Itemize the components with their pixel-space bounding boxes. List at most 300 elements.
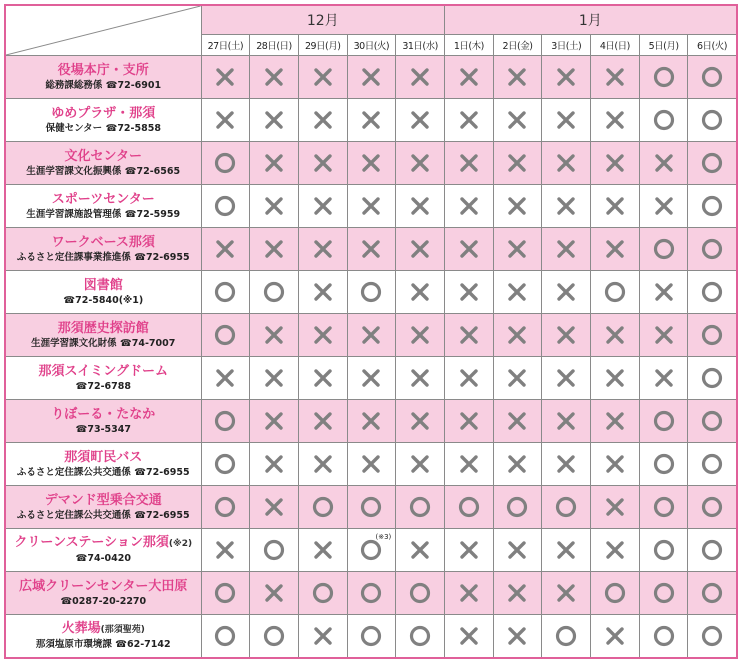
facility-name-line: [6, 235, 201, 251]
closed-cross-icon: [263, 410, 285, 432]
day-header: 6日(火): [688, 35, 737, 56]
closed-cross-icon: [506, 195, 528, 217]
closed-mark-cell: [542, 185, 591, 228]
open-mark-cell: [639, 486, 688, 529]
open-mark-cell: [639, 529, 688, 572]
day-header: 27日(土): [201, 35, 250, 56]
closed-mark-cell: [444, 142, 493, 185]
facility-name-line: [6, 493, 201, 509]
facility-name: 役場本庁・支所: [57, 62, 149, 78]
closed-cross-icon: [312, 625, 334, 647]
closed-cross-icon: [360, 109, 382, 131]
facility-row: [5, 271, 737, 314]
open-mark-cell: [201, 142, 250, 185]
facility-name-line: [6, 450, 201, 466]
closed-mark-cell: [250, 486, 299, 529]
closed-mark-cell: [347, 400, 396, 443]
closed-mark-cell: [493, 400, 542, 443]
closed-mark-cell: [444, 400, 493, 443]
closed-mark-cell: [444, 615, 493, 659]
closed-cross-icon: [604, 367, 626, 389]
open-circle-icon: [653, 625, 675, 647]
closed-cross-icon: [360, 324, 382, 346]
open-circle-icon: [214, 410, 236, 432]
closed-mark-cell: [493, 142, 542, 185]
closed-mark-cell: [444, 271, 493, 314]
closed-cross-icon: [214, 109, 236, 131]
open-mark-cell: [201, 615, 250, 659]
closed-cross-icon: [214, 539, 236, 561]
facility-name-line: [6, 63, 201, 79]
open-circle-icon: [653, 582, 675, 604]
closed-cross-icon: [312, 109, 334, 131]
closed-mark-cell: [493, 615, 542, 659]
open-mark-cell: [639, 615, 688, 659]
open-circle-icon: [604, 281, 626, 303]
open-mark-cell: [688, 99, 737, 142]
closed-mark-cell: [396, 314, 445, 357]
closed-mark-cell: [250, 142, 299, 185]
closed-cross-icon: [360, 453, 382, 475]
closure-schedule-table: [4, 4, 738, 659]
open-circle-icon: [701, 453, 723, 475]
open-mark-cell: [688, 56, 737, 99]
closed-cross-icon: [458, 582, 480, 604]
facility-name-line: [6, 579, 201, 595]
closed-mark-cell: [201, 357, 250, 400]
day-header: 4日(日): [591, 35, 640, 56]
facility-cell: [5, 400, 201, 443]
closed-mark-cell: [493, 529, 542, 572]
facility-name: 火葬場: [61, 621, 101, 636]
closed-mark-cell: [298, 142, 347, 185]
closed-mark-cell: [493, 357, 542, 400]
closed-mark-cell: [444, 314, 493, 357]
facility-row: [5, 142, 737, 185]
closed-mark-cell: [444, 228, 493, 271]
closed-mark-cell: [493, 185, 542, 228]
facility-cell: [5, 357, 201, 400]
open-circle-icon: [214, 152, 236, 174]
open-mark-cell: [298, 572, 347, 615]
closed-cross-icon: [409, 109, 431, 131]
closed-mark-cell: [591, 99, 640, 142]
closed-cross-icon: [312, 324, 334, 346]
closed-cross-icon: [555, 109, 577, 131]
facility-contact: ☎72-6788: [75, 380, 131, 392]
closed-mark-cell: [250, 99, 299, 142]
closed-cross-icon: [653, 152, 675, 174]
closed-cross-icon: [604, 109, 626, 131]
closed-mark-cell: [542, 572, 591, 615]
closed-mark-cell: [298, 228, 347, 271]
open-mark-cell: [201, 271, 250, 314]
closed-cross-icon: [409, 281, 431, 303]
open-circle-icon: [701, 582, 723, 604]
facility-cell: [5, 572, 201, 615]
closed-mark-cell: [201, 228, 250, 271]
closed-cross-icon: [555, 367, 577, 389]
closed-mark-cell: [542, 529, 591, 572]
day-header: 1日(木): [444, 35, 493, 56]
open-circle-icon: [458, 496, 480, 518]
closed-cross-icon: [458, 410, 480, 432]
facility-name: 文化センター: [64, 148, 142, 164]
open-circle-icon: [409, 625, 431, 647]
open-mark-cell: [688, 185, 737, 228]
open-circle-icon: [653, 109, 675, 131]
open-mark-cell: [688, 228, 737, 271]
closed-mark-cell: [347, 142, 396, 185]
closed-mark-cell: [444, 443, 493, 486]
open-circle-icon: [653, 539, 675, 561]
closed-cross-icon: [360, 238, 382, 260]
facility-cell: [5, 314, 201, 357]
closed-mark-cell: [542, 271, 591, 314]
closed-cross-icon: [555, 66, 577, 88]
closed-cross-icon: [555, 324, 577, 346]
facility-name-line: [6, 192, 201, 208]
open-mark-cell: [591, 271, 640, 314]
closed-cross-icon: [458, 324, 480, 346]
open-circle-icon: [555, 496, 577, 518]
closed-mark-cell: [298, 56, 347, 99]
open-mark-cell: [250, 529, 299, 572]
closed-mark-cell: [493, 572, 542, 615]
open-circle-icon: [214, 195, 236, 217]
closed-cross-icon: [506, 66, 528, 88]
closed-mark-cell: [591, 615, 640, 659]
closed-mark-cell: [639, 357, 688, 400]
open-circle-icon: [214, 453, 236, 475]
open-circle-icon: [701, 152, 723, 174]
open-mark-cell: [639, 400, 688, 443]
open-mark-cell: [347, 615, 396, 659]
facility-name-line: [6, 407, 201, 423]
closed-mark-cell: [591, 142, 640, 185]
closed-mark-cell: [591, 228, 640, 271]
closed-mark-cell: [347, 357, 396, 400]
closed-cross-icon: [214, 367, 236, 389]
closed-mark-cell: [298, 615, 347, 659]
facility-contact: 那須塩原市環境課 ☎62-7142: [35, 639, 171, 650]
open-circle-icon: [701, 66, 723, 88]
closed-cross-icon: [409, 367, 431, 389]
closed-mark-cell: [298, 443, 347, 486]
open-mark-cell: [688, 400, 737, 443]
closed-mark-cell: [542, 56, 591, 99]
closed-mark-cell: [542, 314, 591, 357]
closed-cross-icon: [555, 238, 577, 260]
open-circle-icon: [701, 109, 723, 131]
open-mark-cell: [688, 271, 737, 314]
closed-mark-cell: [298, 271, 347, 314]
closed-mark-cell: [347, 228, 396, 271]
facility-contact: 生涯学習課文化振興係 ☎72-6565: [26, 165, 181, 177]
closed-cross-icon: [409, 152, 431, 174]
closed-cross-icon: [555, 582, 577, 604]
closed-mark-cell: [250, 572, 299, 615]
closed-mark-cell: [396, 529, 445, 572]
closed-cross-icon: [653, 195, 675, 217]
open-mark-cell: [396, 486, 445, 529]
closed-mark-cell: [396, 228, 445, 271]
day-header: 28日(日): [250, 35, 299, 56]
closed-mark-cell: [250, 56, 299, 99]
facility-cell: [5, 228, 201, 271]
closed-mark-cell: [347, 99, 396, 142]
facility-cell: [5, 99, 201, 142]
facility-contact: ☎72-5840(※1): [63, 294, 144, 306]
closed-cross-icon: [555, 281, 577, 303]
day-header: 5日(月): [639, 35, 688, 56]
closed-cross-icon: [506, 539, 528, 561]
closed-cross-icon: [458, 109, 480, 131]
closed-cross-icon: [360, 152, 382, 174]
closed-mark-cell: [639, 314, 688, 357]
closed-cross-icon: [312, 238, 334, 260]
closed-mark-cell: [591, 185, 640, 228]
closed-mark-cell: [444, 56, 493, 99]
facility-name-suffix: (※2): [168, 539, 193, 549]
open-circle-icon: [701, 238, 723, 260]
facility-contact: ☎74-0420: [75, 553, 131, 564]
facility-name-suffix: (那須聖苑): [100, 625, 145, 635]
open-mark-cell: [688, 142, 737, 185]
open-mark-cell: [201, 486, 250, 529]
closed-mark-cell: [396, 357, 445, 400]
closed-cross-icon: [604, 453, 626, 475]
closed-mark-cell: [542, 99, 591, 142]
facility-cell: [5, 271, 201, 314]
facility-cell: [5, 142, 201, 185]
closed-mark-cell: [250, 228, 299, 271]
open-mark-cell: [542, 486, 591, 529]
open-circle-icon: [653, 453, 675, 475]
closed-cross-icon: [458, 453, 480, 475]
closed-cross-icon: [214, 238, 236, 260]
facility-row: [5, 529, 737, 572]
month-december: 12月: [201, 5, 444, 35]
facility-name-line: [6, 321, 201, 337]
closed-cross-icon: [263, 453, 285, 475]
closed-mark-cell: [493, 314, 542, 357]
facility-row: [5, 228, 737, 271]
closed-mark-cell: [347, 56, 396, 99]
facility-name: 那須スイミングドーム: [38, 363, 168, 379]
closed-mark-cell: [250, 357, 299, 400]
open-mark-cell: [639, 56, 688, 99]
closed-mark-cell: [396, 271, 445, 314]
open-circle-icon: [701, 496, 723, 518]
closed-mark-cell: [396, 142, 445, 185]
closed-mark-cell: [591, 314, 640, 357]
open-circle-icon: [312, 496, 334, 518]
closed-mark-cell: [347, 443, 396, 486]
closed-mark-cell: [298, 400, 347, 443]
closed-mark-cell: [396, 56, 445, 99]
facility-contact: ふるさと定住課公共交通係 ☎72-6955: [16, 466, 190, 478]
closed-cross-icon: [312, 66, 334, 88]
closed-mark-cell: [444, 185, 493, 228]
closed-mark-cell: [396, 400, 445, 443]
facility-name-line: [6, 106, 201, 122]
open-mark-cell: [688, 357, 737, 400]
open-circle-icon: [263, 625, 285, 647]
closed-mark-cell: [250, 443, 299, 486]
open-mark-cell: [688, 443, 737, 486]
open-mark-cell: [201, 314, 250, 357]
open-mark-cell: [542, 615, 591, 659]
closed-cross-icon: [458, 152, 480, 174]
day-header: 30日(火): [347, 35, 396, 56]
open-circle-icon: [409, 496, 431, 518]
closed-mark-cell: [444, 529, 493, 572]
closed-mark-cell: [298, 99, 347, 142]
facility-name: ワークベース那須: [51, 234, 155, 250]
open-mark-cell: [250, 615, 299, 659]
closed-cross-icon: [263, 66, 285, 88]
closed-mark-cell: [542, 142, 591, 185]
facility-row: [5, 572, 737, 615]
closed-mark-cell: [639, 185, 688, 228]
closed-cross-icon: [312, 453, 334, 475]
closed-mark-cell: [493, 228, 542, 271]
closed-cross-icon: [506, 367, 528, 389]
facility-row: [5, 443, 737, 486]
facility-rows: [5, 56, 737, 659]
closed-cross-icon: [263, 324, 285, 346]
closed-mark-cell: [542, 357, 591, 400]
open-mark-cell: [639, 572, 688, 615]
closed-cross-icon: [214, 66, 236, 88]
closed-cross-icon: [458, 66, 480, 88]
closed-mark-cell: [444, 99, 493, 142]
open-circle-icon: [604, 582, 626, 604]
facility-contact: ふるさと定住課公共交通係 ☎72-6955: [16, 509, 190, 521]
closed-mark-cell: [591, 400, 640, 443]
closed-cross-icon: [604, 238, 626, 260]
closed-mark-cell: [542, 228, 591, 271]
closed-cross-icon: [360, 410, 382, 432]
facility-name: スポーツセンター: [51, 191, 155, 207]
open-circle-icon: [653, 410, 675, 432]
closed-cross-icon: [409, 66, 431, 88]
closed-cross-icon: [506, 281, 528, 303]
closed-mark-cell: [298, 357, 347, 400]
closed-mark-cell: [201, 99, 250, 142]
closed-cross-icon: [604, 625, 626, 647]
closed-mark-cell: [347, 185, 396, 228]
open-mark-cell: [688, 529, 737, 572]
closed-cross-icon: [555, 152, 577, 174]
facility-row: [5, 56, 737, 99]
open-mark-cell: [201, 572, 250, 615]
closed-cross-icon: [312, 281, 334, 303]
open-mark-cell: [347, 486, 396, 529]
facility-cell: [5, 486, 201, 529]
facility-name: クリーンステーション那須: [14, 535, 169, 550]
month-january: 1月: [444, 5, 736, 35]
open-mark-cell: [347, 271, 396, 314]
closed-mark-cell: [250, 185, 299, 228]
open-circle-icon: [312, 582, 334, 604]
closed-mark-cell: [591, 443, 640, 486]
open-mark-cell: [444, 486, 493, 529]
open-circle-icon: [214, 582, 236, 604]
closed-cross-icon: [458, 539, 480, 561]
closed-cross-icon: [312, 152, 334, 174]
closed-cross-icon: [263, 238, 285, 260]
closed-cross-icon: [409, 238, 431, 260]
closed-cross-icon: [263, 582, 285, 604]
open-circle-icon: [214, 496, 236, 518]
closed-cross-icon: [312, 539, 334, 561]
open-mark-cell: [396, 615, 445, 659]
closed-mark-cell: [591, 529, 640, 572]
open-circle-icon: [701, 367, 723, 389]
facility-name-line: [6, 364, 201, 380]
closed-cross-icon: [506, 453, 528, 475]
closed-cross-icon: [506, 324, 528, 346]
facility-row: [5, 400, 737, 443]
facility-contact: 生涯学習課文化財係 ☎74-7007: [31, 337, 176, 349]
closed-mark-cell: [201, 56, 250, 99]
closed-cross-icon: [506, 582, 528, 604]
closed-cross-icon: [506, 152, 528, 174]
month-header-row: [5, 5, 737, 35]
open-mark-cell: [688, 615, 737, 659]
facility-cell: [5, 529, 201, 572]
facility-contact: ふるさと定住課事業推進係 ☎72-6955: [16, 251, 190, 263]
facility-name-line: [6, 535, 201, 552]
open-circle-icon: [555, 625, 577, 647]
facility-row: [5, 615, 737, 659]
closed-cross-icon: [312, 410, 334, 432]
open-mark-cell: [298, 486, 347, 529]
closed-cross-icon: [506, 238, 528, 260]
facility-name: 那須歴史探訪館: [57, 320, 149, 336]
closed-mark-cell: [298, 185, 347, 228]
closed-cross-icon: [555, 539, 577, 561]
facility-contact: 保健センター ☎72-5858: [45, 122, 161, 134]
open-circle-icon: [701, 625, 723, 647]
footnote-marker: (※3): [375, 533, 392, 541]
open-circle-icon: [653, 496, 675, 518]
open-mark-cell: [396, 572, 445, 615]
day-header: 29日(月): [298, 35, 347, 56]
closed-cross-icon: [409, 539, 431, 561]
facility-row: [5, 486, 737, 529]
open-circle-icon: [263, 539, 285, 561]
day-header: 2日(金): [493, 35, 542, 56]
closed-cross-icon: [409, 324, 431, 346]
closed-cross-icon: [604, 539, 626, 561]
closed-cross-icon: [458, 195, 480, 217]
closed-cross-icon: [312, 367, 334, 389]
facility-name: 那須町民バス: [64, 449, 143, 465]
open-circle-icon: [214, 625, 236, 647]
open-circle-icon: [701, 195, 723, 217]
closed-mark-cell: [444, 357, 493, 400]
open-circle-icon: [360, 281, 382, 303]
open-circle-icon: [653, 238, 675, 260]
closed-cross-icon: [409, 410, 431, 432]
closed-cross-icon: [506, 109, 528, 131]
closed-mark-cell: [542, 443, 591, 486]
open-mark-cell: [688, 486, 737, 529]
open-circle-icon: [360, 539, 382, 561]
